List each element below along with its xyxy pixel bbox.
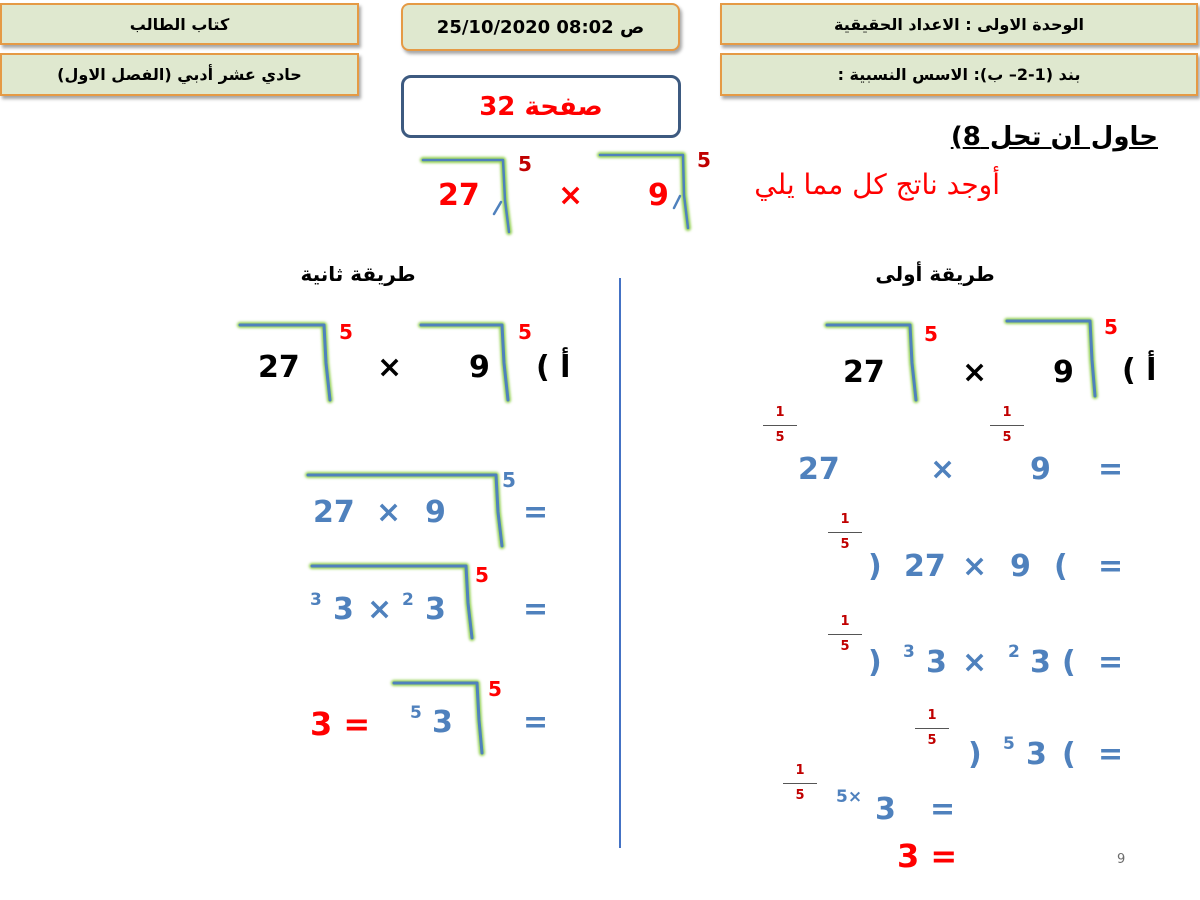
step2-equals: = — [1098, 549, 1124, 584]
method2-times: × — [377, 350, 403, 385]
method2-label: أ ) — [536, 350, 571, 385]
unit-title: الوحدة الاولى : الاعداد الحقيقية — [720, 3, 1198, 45]
step4-close-paren: ) — [968, 737, 982, 772]
fraction-exponent: 1 5 — [828, 614, 862, 655]
step4-exp-5: 5 — [1003, 734, 1015, 754]
step2-27: 27 — [904, 549, 946, 584]
m2-step2-index: 5 — [475, 563, 489, 587]
step4-equals: = — [1098, 737, 1124, 772]
fraction-exponent: 1 5 — [915, 708, 949, 749]
fraction-exponent: 1 5 — [763, 405, 797, 446]
step2-close-paren: ) — [868, 549, 882, 584]
method2-index-27: 5 — [339, 320, 353, 344]
section-title: بند (1-2– ب): الاسس النسبية : — [720, 53, 1198, 96]
method1-radicand-9: 9 — [1053, 355, 1074, 390]
grade-label: حادي عشر أدبي (الفصل الاول) — [0, 53, 359, 96]
m2-step3-equals: = — [523, 705, 549, 740]
problem-title: حاول ان تحل 8) — [950, 122, 1158, 152]
problem-times: × — [558, 178, 584, 213]
method1-radicand-27: 27 — [843, 355, 885, 390]
step1-equals: = — [1098, 452, 1124, 487]
m2-step1-27: 27 — [313, 495, 355, 530]
step3-exp-2: 2 — [1008, 642, 1020, 662]
m2-step1-equals: = — [523, 495, 549, 530]
fraction-exponent: 1 5 — [990, 405, 1024, 446]
m2-step1-times: × — [376, 495, 402, 530]
m2-step2-equals: = — [523, 592, 549, 627]
m2-step2-exp-2: 2 — [402, 590, 414, 610]
step3-equals: = — [1098, 645, 1124, 680]
m2-step3-base-3: 3 — [432, 705, 453, 740]
method1-times: × — [962, 355, 988, 390]
method2-radicand-27: 27 — [258, 350, 300, 385]
problem-instruction: أوجد ناتج كل مما يلي — [754, 168, 1000, 201]
slide-number: 9 — [1117, 852, 1126, 867]
method1-result: 3 = — [897, 837, 958, 875]
method2-result: 3 = — [310, 705, 371, 743]
problem-index-9: 5 — [697, 148, 711, 172]
step5-exp-5x: 5× — [836, 787, 863, 807]
m2-step3-index: 5 — [488, 677, 502, 701]
step5-base-3: 3 — [875, 792, 896, 827]
method1-index-9: 5 — [1104, 315, 1118, 339]
step3-times: × — [962, 645, 988, 680]
step3-open-paren: ( — [1062, 645, 1076, 680]
method1-title: طريقة أولى — [875, 262, 995, 286]
m2-step2-exp-3: 3 — [310, 590, 322, 610]
step5-equals: = — [930, 792, 956, 827]
step1-27: 27 — [798, 452, 840, 487]
m2-step2-base-3b: 3 — [425, 592, 446, 627]
step2-open-paren: ( — [1054, 549, 1068, 584]
problem-radicand-27: 27 — [438, 178, 480, 213]
step1-times: × — [930, 452, 956, 487]
m2-step3-exp-5: 5 — [410, 703, 422, 723]
m2-step2-times: × — [367, 592, 393, 627]
step2-times: × — [962, 549, 988, 584]
m2-step1-9: 9 — [425, 495, 446, 530]
method1-label: أ ) — [1122, 353, 1157, 388]
method2-radicand-9: 9 — [469, 350, 490, 385]
problem-index-27: 5 — [518, 152, 532, 176]
step3-exp-3: 3 — [903, 642, 915, 662]
m2-step1-index: 5 — [502, 468, 516, 492]
fraction-exponent: 1 5 — [783, 763, 817, 804]
book-label: كتاب الطالب — [0, 3, 359, 45]
method2-index-9: 5 — [518, 320, 532, 344]
m2-step2-base-3a: 3 — [333, 592, 354, 627]
problem-radicand-9: 9 — [648, 178, 669, 213]
step3-base-3a: 3 — [926, 645, 947, 680]
step3-base-3b: 3 — [1030, 645, 1051, 680]
step3-close-paren: ) — [868, 645, 882, 680]
step1-9: 9 — [1030, 452, 1051, 487]
fraction-exponent: 1 5 — [828, 512, 862, 553]
page-number: صفحة 32 — [401, 75, 681, 138]
method1-index-27: 5 — [924, 322, 938, 346]
method2-title: طريقة ثانية — [300, 262, 416, 286]
date-time: 25/10/2020 08:02 ص — [401, 3, 680, 51]
step4-open-paren: ( — [1062, 737, 1076, 772]
step4-base-3: 3 — [1026, 737, 1047, 772]
step2-9: 9 — [1010, 549, 1031, 584]
